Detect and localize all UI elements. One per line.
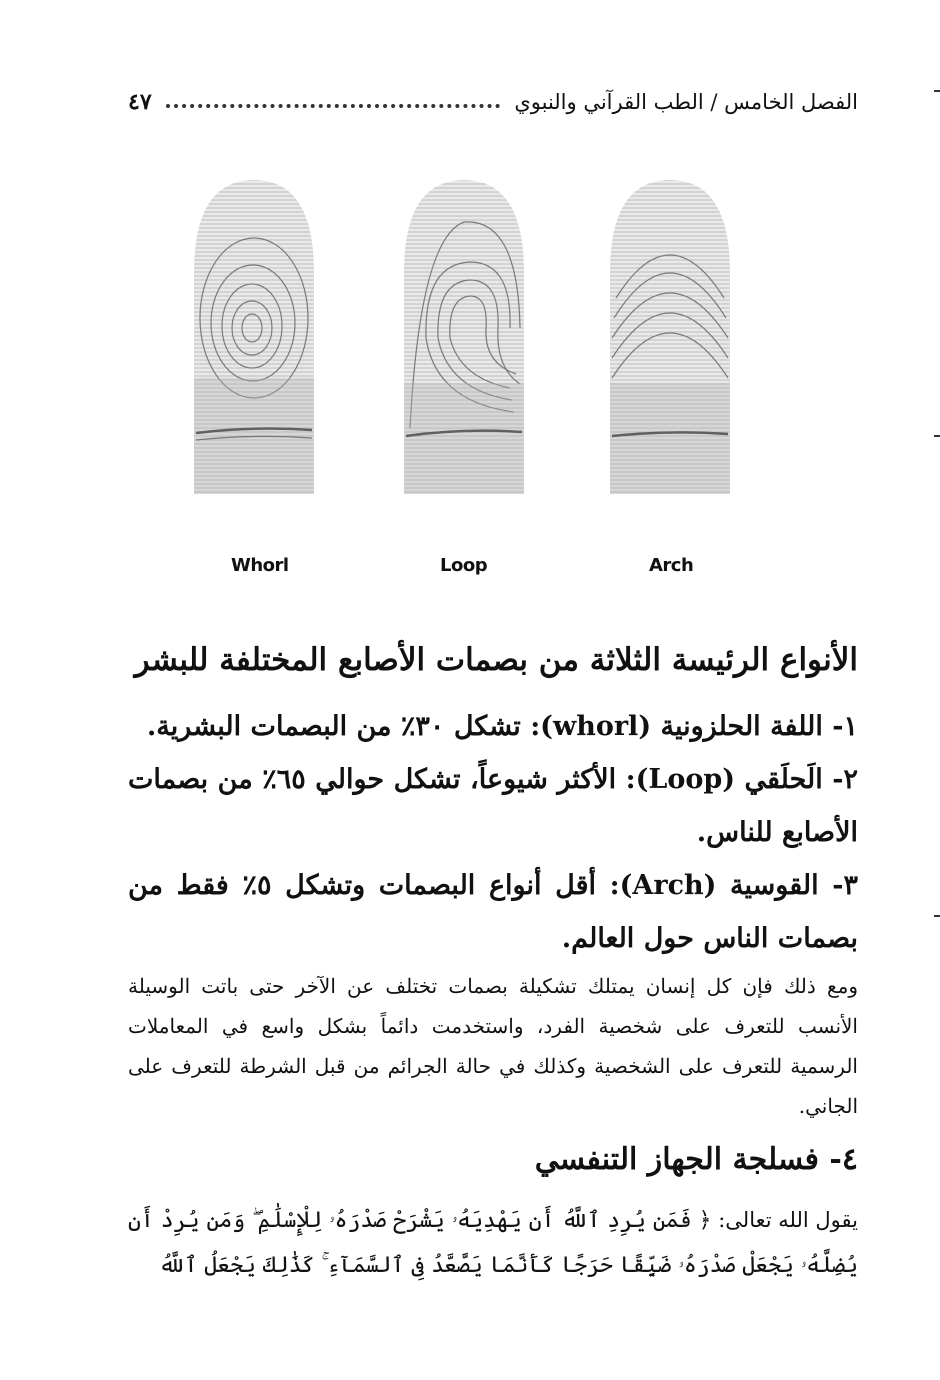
section-heading: ٤- فسلجة الجهاز التنفسي (534, 1142, 858, 1177)
page-number: ٤٧ (128, 89, 152, 115)
running-header (128, 82, 858, 122)
header-dot-leader (166, 104, 501, 108)
list-item-loop: ٢- الَحلَقي (Loop): الأكثر شيوعاً، تشكل حوالي ٦٥٪ من بصمات الأصابع للناس. (128, 764, 859, 848)
quran-verse-block (128, 1198, 858, 1288)
margin-mark (934, 915, 940, 917)
fingerprint-figure (170, 170, 750, 500)
verse-intro: يقول الله تعالى: (718, 1208, 858, 1232)
caption-arch: Arch (649, 555, 694, 576)
list-item-whorl: ١- اللفة الحلزونية (whorl): تشكل ٣٠٪ من البصمات البشرية. (146, 711, 858, 742)
caption-loop: Loop (440, 555, 488, 576)
margin-mark (934, 90, 940, 92)
main-heading: الأنواع الرئيسة الثلاثة من بصمات الأصابع المختلفة للبشر (134, 642, 858, 678)
list-item-arch: ٣- القوسية (Arch): أقل أنواع البصمات وتشكل ٥٪ فقط من بصمات الناس حول العالم. (128, 870, 858, 954)
verse-paragraph (128, 1198, 858, 1288)
fingerprint-loop-image (400, 178, 528, 494)
verse-text: ﴿ فَمَن يُرِدِ ٱللَّهُ أَن يَهْدِيَهُۥ يَشْرَحْ صَدْرَهُۥ لِلْإِسْلَٰمِ ۖ وَمَن يُرِدْ أَن يُضِلَّهُۥ يَجْعَلْ صَدْرَهُۥ ضَيِّقًا حَرَجًا كَأَنَّمَا يَصَّعَّدُ فِى ٱلسَّمَآءِ ۚ كَذَٰلِكَ يَجْعَلُ ٱللَّهُ (128, 1208, 858, 1278)
fingerprint-types-list (128, 700, 858, 965)
fingerprint-whorl-image (190, 178, 318, 494)
fingerprint-arch-image (606, 178, 734, 494)
running-title: الفصل الخامس / الطب القرآني والنبوي (514, 90, 858, 114)
paragraph-text: ومع ذلك فإن كل إنسان يمتلك تشكيلة بصمات تختلف عن الآخر حتى باتت الوسيلة الأنسب للتعرف على شخصية الفرد، واستخدمت دائماً بشكل واسع في المعاملات الرسمية للتعرف على الشخصية وكذلك في حالة الجرائم من قبل الشرطة للتعرف على الجاني. (128, 974, 858, 1118)
caption-whorl: Whorl (231, 555, 289, 576)
margin-mark (934, 435, 940, 437)
body-paragraph (128, 966, 858, 1126)
figure-captions (0, 555, 940, 585)
